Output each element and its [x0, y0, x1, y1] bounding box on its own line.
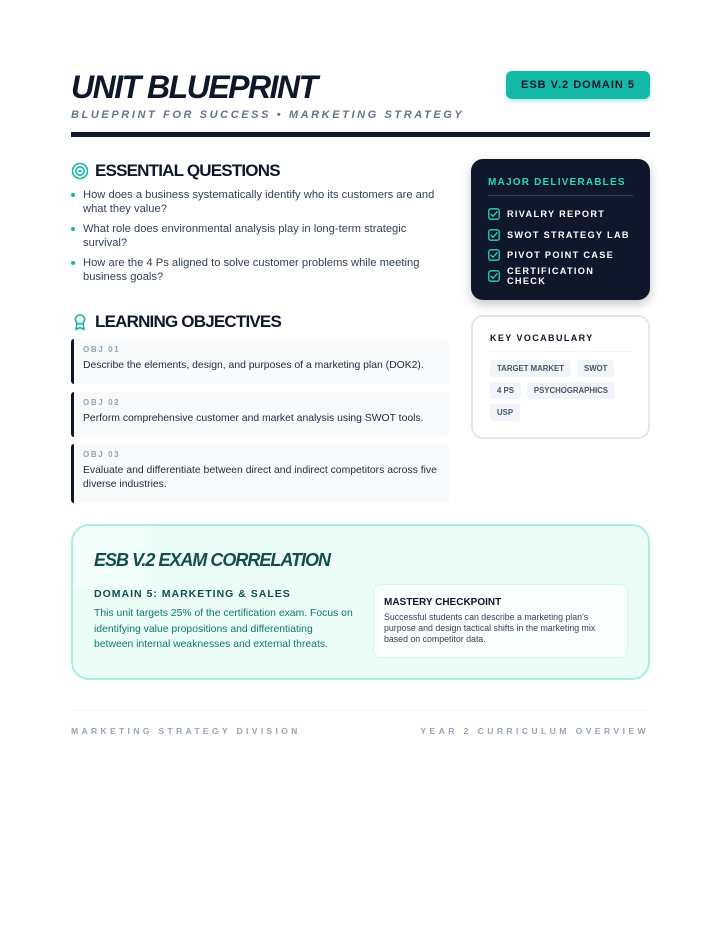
vocabulary-tag: USP	[490, 404, 520, 421]
objective-card	[71, 444, 449, 503]
deliverable-label: CERTIFICATION CHECK	[507, 265, 595, 286]
page-title: UNIT BLUEPRINT	[71, 69, 317, 105]
deliverable-item	[488, 266, 633, 287]
deliverable-label: SWOT STRATEGY LAB	[507, 229, 630, 240]
deliverable-item	[488, 245, 633, 266]
objective-text: Evaluate and differentiate between direct and indirect competitors across five diverse industries.	[83, 465, 437, 490]
header-divider	[71, 132, 650, 137]
deliverable-label: PIVOT POINT CASE	[507, 250, 615, 261]
objective-code: OBJ 01	[83, 345, 121, 354]
award-ribbon-icon	[71, 313, 89, 331]
domain-badge: ESB V.2 DOMAIN 5	[506, 71, 650, 99]
deliverables-list	[488, 204, 633, 286]
essential-questions-title: ESSENTIAL QUESTIONS	[95, 161, 280, 180]
vocabulary-tag: SWOT	[577, 360, 614, 377]
vocabulary-tag: TARGET MARKET	[490, 360, 571, 377]
mastery-checkpoint-title: MASTERY CHECKPOINT	[384, 597, 502, 608]
vocabulary-tag: 4 PS	[490, 382, 521, 399]
vocabulary-title: KEY VOCABULARY	[490, 333, 631, 352]
deliverable-label: RIVALRY REPORT	[507, 209, 606, 220]
learning-objectives-heading	[71, 312, 281, 332]
exam-correlation-title: ESB V.2 EXAM CORRELATION	[94, 550, 331, 570]
deliverables-card	[471, 159, 650, 300]
list-item: How are the 4 Ps aligned to solve customer problems while meeting business goals?	[71, 256, 449, 284]
objective-card	[71, 392, 449, 437]
checkbox-icon	[488, 249, 500, 261]
checkbox-icon	[488, 229, 500, 241]
target-icon	[71, 162, 89, 180]
learning-objectives-title: LEARNING OBJECTIVES	[95, 312, 281, 331]
deliverable-item	[488, 225, 633, 246]
footer-left: MARKETING STRATEGY DIVISION	[71, 726, 301, 736]
exam-correlation-panel	[71, 524, 650, 680]
page-subtitle: BLUEPRINT FOR SUCCESS • MARKETING STRATEGY	[71, 109, 465, 121]
vocabulary-card	[471, 315, 650, 439]
essential-questions-list	[71, 188, 449, 290]
checkbox-icon	[488, 270, 500, 282]
objective-card	[71, 339, 449, 384]
footer-divider	[71, 710, 650, 711]
objective-code: OBJ 03	[83, 450, 121, 459]
page-header	[71, 68, 650, 121]
vocabulary-tag: PSYCHOGRAPHICS	[527, 382, 615, 399]
list-item: What role does environmental analysis play in long-term strategic survival?	[71, 222, 449, 250]
essential-questions-heading	[71, 161, 280, 181]
exam-domain-label: DOMAIN 5: MARKETING & SALES	[94, 588, 291, 600]
deliverable-item	[488, 204, 633, 225]
mastery-checkpoint-card	[373, 584, 628, 658]
mastery-checkpoint-text: Successful students can describe a marketing plan's purpose and design tactical shifts in the marketing mix based on competitor data.	[384, 612, 596, 644]
checkbox-icon	[488, 208, 500, 220]
list-item: How does a business systematically identify who its customers are and what they value?	[71, 188, 449, 216]
deliverables-title: MAJOR DELIVERABLES	[488, 177, 633, 196]
vocabulary-tags	[490, 360, 631, 421]
objective-text: Perform comprehensive customer and market analysis using SWOT tools.	[83, 413, 424, 424]
exam-description: This unit targets 25% of the certification exam. Focus on identifying value propositions and differentiating between internal weaknesses and external threats.	[94, 608, 353, 650]
footer-right: YEAR 2 CURRICULUM OVERVIEW	[420, 726, 649, 736]
objective-text: Describe the elements, design, and purposes of a marketing plan (DOK2).	[83, 360, 424, 371]
objective-code: OBJ 02	[83, 398, 121, 407]
